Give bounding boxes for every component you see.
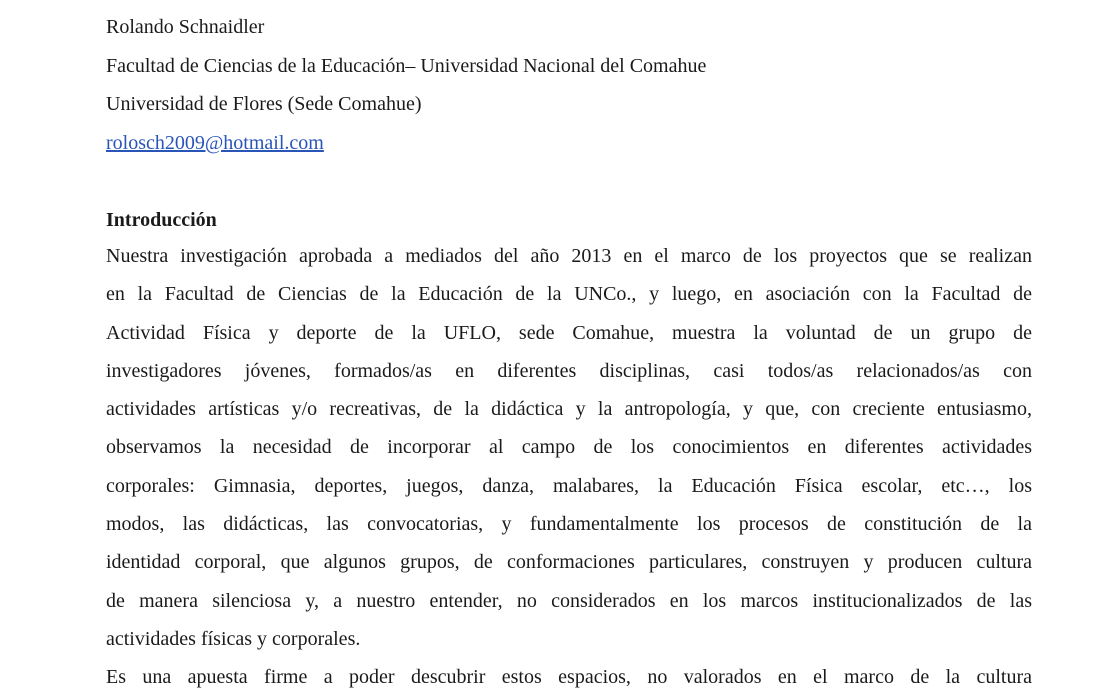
body-paragraphs: [106, 237, 1032, 697]
text-line: identidad corporal, que algunos grupos, de conformaciones particulares, construyen y producen cultura: [106, 551, 1032, 574]
text-line: Es una apuesta firme a poder descubrir estos espacios, no valorados en el marco de la cultura: [106, 666, 1032, 689]
author-block: [106, 8, 706, 162]
author-affiliation-2: Universidad de Flores (Sede Comahue): [106, 93, 422, 115]
author-affiliation-1: Facultad de Ciencias de la Educación– Universidad Nacional del Comahue: [106, 54, 707, 77]
text-line: Actividad Física y deporte de la UFLO, sede Comahue, muestra la voluntad de un grupo de: [106, 321, 1032, 344]
author-name: Rolando Schnaidler: [106, 16, 265, 38]
author-email-link[interactable]: rolosch2009@hotmail.com: [106, 131, 324, 154]
text-line: de manera silenciosa y, a nuestro entender, no considerados en los marcos institucionalizados de las: [106, 589, 1032, 612]
section-heading: Introducción: [106, 209, 217, 231]
text-line: actividades físicas y corporales.: [106, 627, 361, 650]
text-line: en la Facultad de Ciencias de la Educación de la UNCo., y luego, en asociación con la Facultad de: [106, 283, 1032, 306]
text-line: Nuestra investigación aprobada a mediados del año 2013 en el marco de los proyectos que se realizan: [106, 245, 1032, 267]
text-line: investigadores jóvenes, formados/as en diferentes disciplinas, casi todos/as relacionados/as con: [106, 359, 1032, 382]
text-line: modos, las didácticas, las convocatorias, y fundamentalmente los procesos de constitución de la: [106, 513, 1032, 536]
text-line: corporales: Gimnasia, deportes, juegos, danza, malabares, la Educación Física escolar, etc…, los: [106, 474, 1032, 497]
text-line: actividades artísticas y/o recreativas, de la didáctica y la antropología, y que, con creciente entusiasmo,: [106, 398, 1032, 421]
text-line: observamos la necesidad de incorporar al campo de los conocimientos en diferentes actividades: [106, 436, 1032, 459]
